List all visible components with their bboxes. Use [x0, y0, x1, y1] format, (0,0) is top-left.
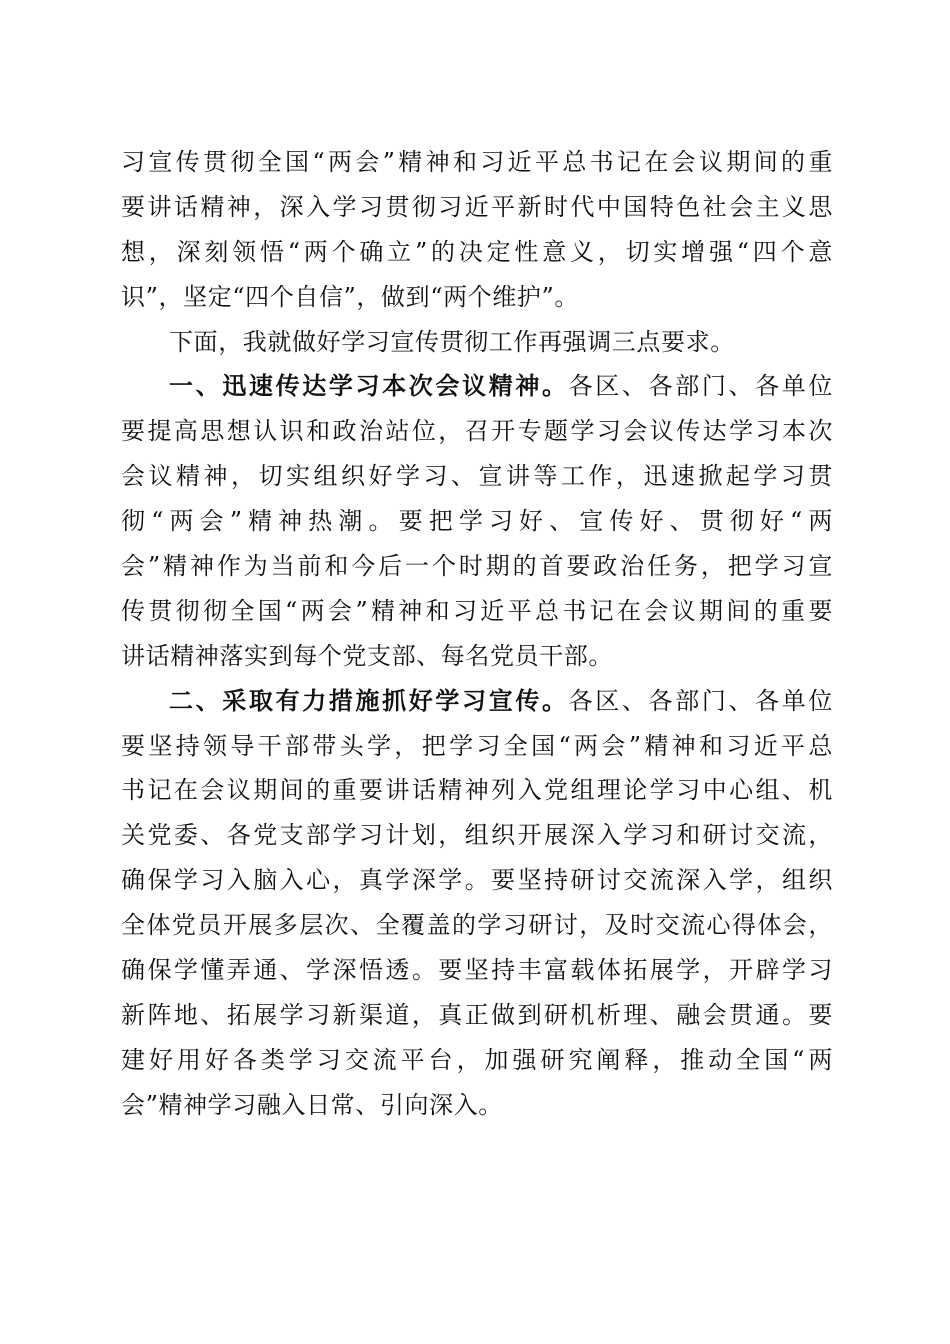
text-run: 各区、各部门、各单位 [568, 372, 833, 401]
document-body [121, 140, 833, 1128]
text-line: 彻“两会”精神热潮。要把学习好、宣传好、贯彻好“两 [121, 507, 833, 536]
text-line: 讲话精神落实到每个党支部、每名党员干部。 [121, 641, 613, 670]
text-line: 确保学习入脑入心，真学深学。要坚持研讨交流深入学，组织 [121, 866, 833, 895]
text-line: 传贯彻彻全国“两会”精神和习近平总书记在会议期间的重要 [121, 596, 833, 625]
text-line: 确保学懂弄通、学深悟透。要坚持丰富载体拓展学，开辟学习 [121, 956, 833, 985]
text-line: 想，深刻领悟“两个确立”的决定性意义，切实增强“四个意 [121, 237, 833, 266]
text-line: 会”精神作为当前和今后一个时期的首要政治任务，把学习宣 [121, 552, 833, 581]
text-line: 会议精神，切实组织好学习、宣讲等工作，迅速掀起学习贯 [121, 462, 833, 491]
text-line: 下面，我就做好学习宣传贯彻工作再强调三点要求。 [169, 327, 735, 356]
paragraph-point-2 [121, 679, 833, 1128]
paragraph-intro [121, 140, 833, 320]
section-heading-2: 二、采取有力措施抓好学习宣传。 [169, 686, 569, 715]
text-line: 建好用好各类学习交流平台，加强研究阐释，推动全国“两 [121, 1045, 833, 1074]
paragraph-point-1 [121, 364, 833, 678]
text-line: 全体党员开展多层次、全覆盖的学习研讨，及时交流心得体会， [121, 911, 833, 940]
text-line: 关党委、各党支部学习计划，组织开展深入学习和研讨交流， [121, 821, 833, 850]
text-line: 书记在会议期间的重要讲话精神列入党组理论学习中心组、机 [121, 776, 833, 805]
text-line: 要讲话精神，深入学习贯彻习近平新时代中国特色社会主义思 [121, 192, 833, 221]
text-line-with-heading [121, 679, 833, 724]
paragraph-transition [121, 320, 833, 365]
text-line: 识”，坚定“四个自信”，做到“两个维护”。 [121, 282, 579, 311]
section-heading-1: 一、迅速传达学习本次会议精神。 [169, 372, 569, 401]
text-line-with-heading [121, 364, 833, 409]
text-run: 各区、各部门、各单位 [568, 686, 833, 715]
text-line: 会”精神学习融入日常、引向深入。 [121, 1090, 503, 1119]
text-line: 新阵地、拓展学习新渠道，真正做到研机析理、融会贯通。要 [121, 1000, 833, 1029]
text-line: 要坚持领导干部带头学，把学习全国“两会”精神和习近平总 [121, 731, 833, 760]
text-line: 要提高思想认识和政治站位，召开专题学习会议传达学习本次 [121, 417, 833, 446]
text-line: 习宣传贯彻全国“两会”精神和习近平总书记在会议期间的重 [121, 148, 833, 176]
